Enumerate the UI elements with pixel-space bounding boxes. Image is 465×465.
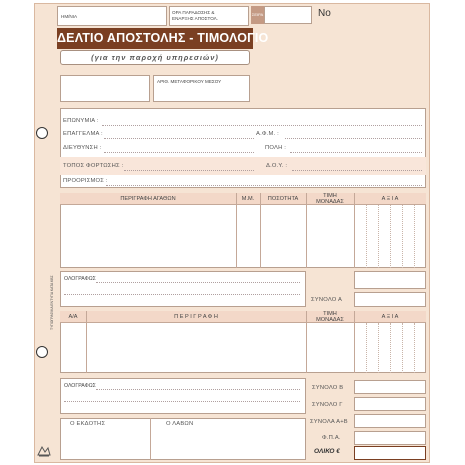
customer-box [60,108,426,188]
services-index-header: Α/Α [68,314,78,320]
services-col-divider [86,311,87,373]
afm-label: Α.Φ.Μ. : [256,131,279,137]
loading-line [124,170,254,171]
afm-line [285,138,422,139]
vat-box [354,431,426,445]
goods-col-divider [260,193,261,268]
destination-line [106,185,422,186]
services-col-divider [354,311,355,373]
address-label: ΔΙΕΥΘΥΝΣΗ : [63,145,102,151]
signatures-divider [150,418,151,460]
vat-label: Φ.Π.Α. [322,435,341,441]
goods-price-header-1: ΤΙΜΗ [323,193,337,199]
address-line [104,152,254,153]
goods-col-divider [236,193,237,268]
goods-in-words-line [64,294,300,295]
grand-total-label: ΟΛΙΚΟ € [314,448,340,455]
total-a-box [354,292,426,307]
services-digit-guide [366,323,367,373]
goods-digit-guide [390,205,391,268]
goods-in-words-label: ΟΛΟΓΡΑΦΩΣ [64,276,96,282]
number-label: No [318,8,331,19]
document-title: ΔΕΛΤΙΟ ΑΠΟΣΤΟΛΗΣ - ΤΙΜΟΛΟΓΙΟ [57,28,253,49]
city-label: ΠΟΛΗ : [265,145,287,151]
destination-label: ΠΡΟΟΡΙΣΜΟΣ : [63,178,108,184]
services-price-header-2: ΜΟΝΑΔΑΣ [316,317,344,323]
services-digit-guide [378,323,379,373]
profession-line [104,138,254,139]
loading-label: ΤΟΠΟΣ ΦΟΡΤΩΣΗΣ : [63,163,124,169]
doy-line [292,170,422,171]
services-digit-guide [402,323,403,373]
services-digit-guide [414,323,415,373]
grand-total-box [354,446,426,460]
footer-in-words-line [96,389,300,390]
name-label: ΕΠΩΝΥΜΙΑ : [63,118,99,124]
vehicle-box [153,75,250,102]
series-tag: ΣΕΙΡΑ [251,6,264,24]
profession-label: ΕΠΑΓΓΕΛΜΑ : [63,131,103,137]
header-left-box [60,75,150,102]
goods-digit-guide [378,205,379,268]
vehicle-label: ΑΡΙΘ. ΜΕΤΑΦΟΡΙΚΟΥ ΜΕΣΟΥ [157,79,222,84]
document-subtitle: (για την παροχή υπηρεσιών) [60,50,250,65]
total-b-box [354,380,426,394]
goods-price-header-2: ΜΟΝΑΔΑΣ [316,199,344,205]
total-b-label: ΣΥΝΟΛΟ Β [312,385,344,391]
goods-digit-guide [366,205,367,268]
date-box [57,6,167,26]
footer-in-words-line [64,401,300,402]
total-ab-box [354,414,426,428]
services-price-header-1: ΤΙΜΗ [323,311,337,317]
goods-subtotal-box [354,271,426,289]
goods-digit-guide [414,205,415,268]
goods-in-words-line [96,282,300,283]
side-note: ΤΥΠΟΓΡΑΦΙΚΑ ΕΝΤΥΠΑ ΚΑΤΑ ΚΒΣ [50,275,54,330]
goods-desc-header: ΠΕΡΙΓΡΑΦΗ ΑΓΑΘΩΝ [120,196,176,202]
services-col-divider [306,311,307,373]
punch-hole-top [36,127,48,139]
issuer-label: Ο ΕΚΔΟΤΗΣ [70,421,106,427]
name-line [102,125,422,126]
publisher-logo-icon [36,443,52,459]
punch-hole-bottom [36,346,48,358]
date-label: ΗΜ/ΝΙΑ [61,14,78,19]
goods-in-words-box [60,271,306,307]
dispatch-time-label-2: ΕΝΑΡΞΗΣ ΑΠΟΣΤΟΛ. [172,16,219,21]
goods-qty-header: ΠΟΣΟΤΗΤΑ [267,196,299,202]
total-a-label: ΣΥΝΟΛΟ Α [311,297,343,303]
services-digit-guide [390,323,391,373]
total-c-box [354,397,426,411]
doy-label: Δ.Ο.Υ. : [266,163,288,169]
dispatch-time-label-1: ΟΡΑ ΠΑΡΑΔΟΣΗΣ & [172,10,215,15]
city-line [290,152,422,153]
services-value-header: Α Ξ Ι Α [381,314,399,320]
total-ab-label: ΣΥΝΟΛΑ Α+Β [310,419,348,425]
services-desc-header: Π Ε Ρ Ι Γ Ρ Α Φ Η [174,314,218,320]
goods-col-divider [354,193,355,268]
goods-col-divider [306,193,307,268]
total-c-label: ΣΥΝΟΛΟ Γ [312,402,343,408]
footer-in-words-box [60,378,306,414]
dispatch-time-box [169,6,249,26]
goods-digit-guide [402,205,403,268]
goods-unit-header: Μ.Μ. [241,196,255,202]
goods-value-header: Α Ξ Ι Α [381,196,399,202]
series-box [264,6,312,24]
footer-in-words-label: ΟΛΟΓΡΑΦΩΣ [64,383,96,389]
receiver-label: Ο ΛΑΒΩΝ [166,421,194,427]
